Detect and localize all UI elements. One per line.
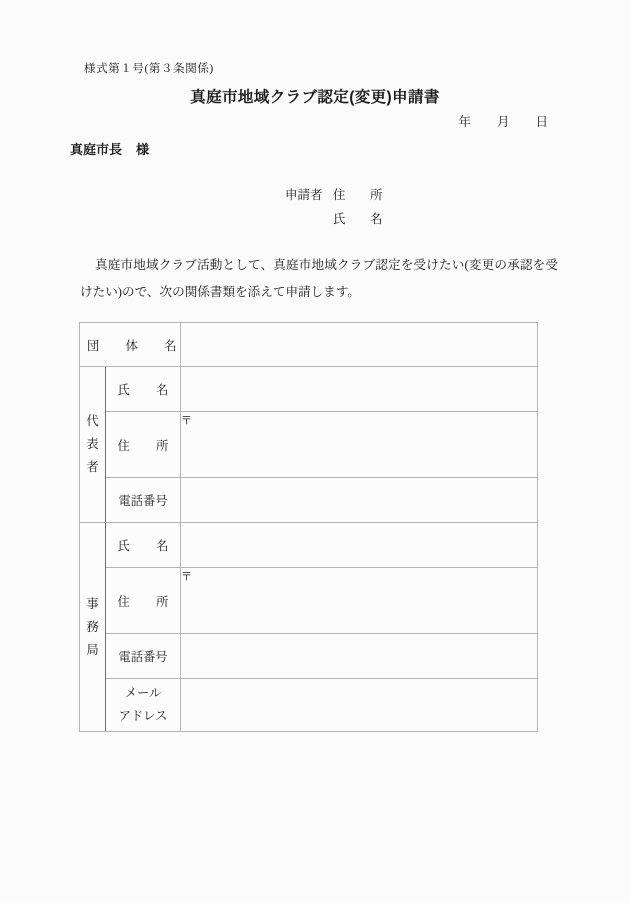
page-title: 真庭市地域クラブ認定(変更)申請書	[190, 89, 440, 106]
group-label-office-char-3: 局	[86, 642, 99, 657]
table-row-office-phone	[80, 634, 538, 679]
table-row-office-name	[80, 523, 538, 568]
body-paragraph: 真庭市地域クラブ活動として、真庭市地域クラブ認定を受けたい(変更の承認を受けたい)ので、次の関係書類を添えて申請します。	[80, 258, 558, 299]
field-office-name[interactable]	[181, 523, 538, 568]
label-office-phone: 電話番号	[106, 634, 181, 679]
applicant-block	[285, 183, 389, 231]
applicant-address-label: 住 所	[333, 188, 389, 202]
applicant-name-row	[285, 207, 389, 231]
postal-mark-icon: 〒	[181, 571, 192, 583]
table-row-organization	[80, 323, 538, 367]
group-label-representative	[80, 367, 106, 523]
addressee-honorific: 様	[136, 142, 150, 157]
group-label-office-char-1: 事	[86, 596, 99, 611]
field-office-phone[interactable]	[181, 634, 538, 679]
group-label-representative-char-1: 代	[86, 414, 99, 428]
addressee-name: 真庭市長	[70, 142, 123, 157]
label-rep-name: 氏 名	[106, 367, 181, 412]
postal-mark-icon: 〒	[181, 415, 192, 427]
table-row-office-email	[80, 679, 538, 732]
group-label-office-char-2: 務	[86, 619, 99, 634]
date-day-label: 日	[535, 115, 548, 129]
field-rep-phone[interactable]	[181, 478, 538, 523]
table-row-rep-phone	[80, 478, 538, 523]
field-office-address[interactable]	[181, 568, 538, 634]
applicant-name-label: 氏 名	[333, 212, 389, 226]
label-office-address: 住 所	[106, 568, 181, 634]
date-line	[0, 112, 548, 130]
label-office-name: 氏 名	[106, 523, 181, 568]
group-label-representative-char-2: 表	[86, 437, 99, 451]
label-rep-phone: 電話番号	[106, 478, 181, 523]
field-rep-address[interactable]	[181, 412, 538, 478]
table-row-rep-name	[80, 367, 538, 412]
group-label-representative-char-3: 者	[86, 460, 99, 474]
field-office-email[interactable]	[181, 679, 538, 732]
field-rep-name[interactable]	[181, 367, 538, 412]
label-rep-address: 住 所	[106, 412, 181, 478]
label-office-email-line2: アドレス	[118, 709, 168, 723]
date-year-label: 年	[458, 115, 471, 129]
label-office-email	[106, 679, 181, 732]
form-number: 様式第１号(第３条関係)	[84, 63, 214, 75]
field-organization-name[interactable]	[181, 323, 538, 367]
label-office-email-line1: メール	[124, 686, 162, 700]
addressee	[70, 139, 149, 158]
table-row-office-address	[80, 568, 538, 634]
application-form-table	[79, 322, 538, 732]
applicant-address-row	[285, 183, 389, 207]
label-organization-name: 団 体 名	[80, 323, 181, 367]
date-month-label: 月	[496, 115, 510, 129]
applicant-lead-label: 申請者	[285, 188, 323, 202]
group-label-office	[80, 523, 106, 732]
table-row-rep-address	[80, 412, 538, 478]
